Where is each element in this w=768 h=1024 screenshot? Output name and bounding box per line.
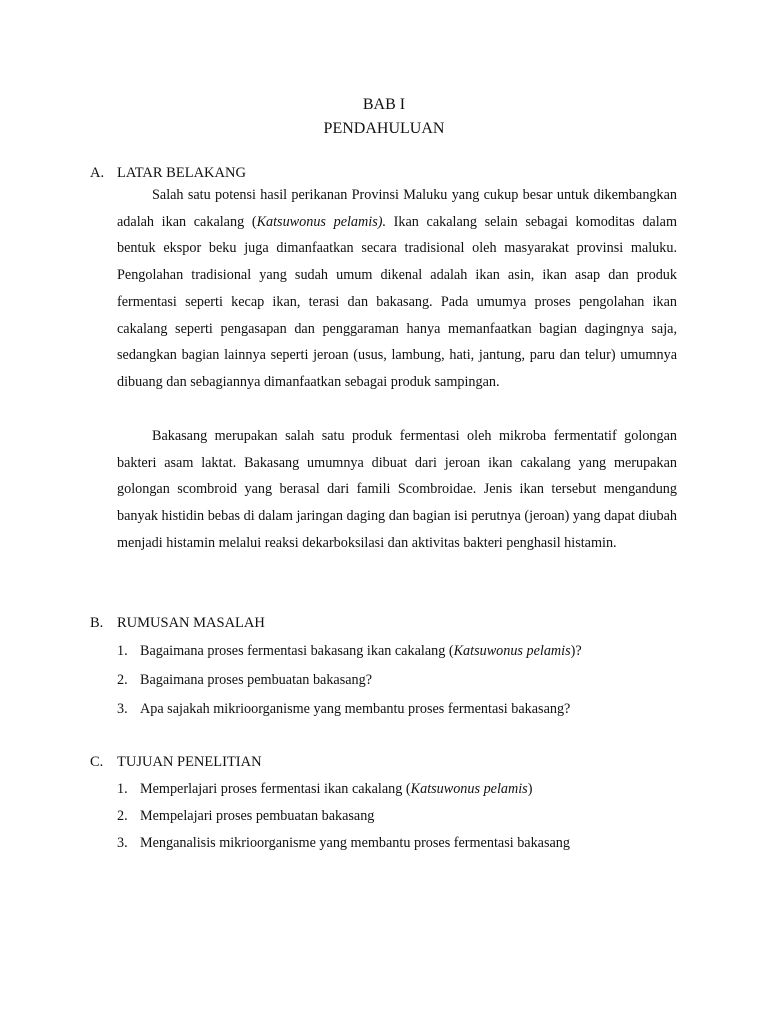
species-name-italic: Katsuwonus pelamis). <box>256 213 387 230</box>
section-c-letter: C. <box>90 754 104 770</box>
section-b-letter: B. <box>90 615 104 631</box>
list-item <box>117 779 532 799</box>
list-item <box>117 833 570 853</box>
species-name-italic: Katsuwonus pelamis <box>410 781 528 797</box>
list-text-end: )? <box>570 643 582 659</box>
paragraph-1-text-end: Ikan cakalang selain sebagai komoditas dalam bentuk ekspor beku juga dimanfaatkan secara tradisional oleh masyarakat provinsi maluku. Pengolahan tradisional yang sudah umum dikenal adalah ikan asin, ikan asap dan produk fermentasi seperti kecap ikan, terasi dan bakasang. Pada umumya proses pengolahan ikan cakalang seperti pengasapan dan penggaraman hanya memanfaatkan bagian dagingnya saja, sedangkan bagian lainnya seperti jeroan (usus, lambung, hati, jantung, paru dan telur) umumnya dibuang dan sebagiannya dimanfaatkan sebagai produk sampingan. <box>117 213 677 390</box>
list-text: Apa sajakah mikrioorganisme yang membantu proses fermentasi bakasang? <box>140 701 571 717</box>
list-text: Menganalisis mikrioorganisme yang membantu proses fermentasi bakasang <box>140 835 570 851</box>
list-item <box>117 670 372 690</box>
list-text: Mempelajari proses pembuatan bakasang <box>140 808 375 824</box>
section-a-title: LATAR BELAKANG <box>117 165 246 181</box>
section-c-heading <box>90 752 262 772</box>
list-text: Bagaimana proses pembuatan bakasang? <box>140 672 373 688</box>
list-number: 1. <box>117 781 128 797</box>
list-text: Memperlajari proses fermentasi ikan cakalang ( <box>140 781 411 797</box>
section-b-heading <box>90 613 265 633</box>
list-item <box>117 699 570 719</box>
list-number: 3. <box>117 835 128 851</box>
section-a-letter: A. <box>90 165 105 181</box>
paragraph-latar-belakang-2: Bakasang merupakan salah satu produk fermentasi oleh mikroba fermentatif golongan bakteri asam laktat. Bakasang umumnya dibuat dari jeroan ikan cakalang yang merupakan golongan scombroid yang berasal dari famili Scombroidae. Jenis ikan tersebut mengandung banyak histidin bebas di dalam jaringan daging dan bagian isi perutnya (jeroan) yang dapat diubah menjadi histamin melalui reaksi dekarboksilasi dan aktivitas bakteri penghasil histamin. <box>117 428 677 551</box>
list-text: Bagaimana proses fermentasi bakasang ikan cakalang ( <box>140 643 454 659</box>
list-text-end: ) <box>527 781 533 797</box>
paragraph-latar-belakang-1 <box>117 182 677 396</box>
chapter-title: PENDAHULUAN <box>323 120 445 137</box>
chapter-number: BAB I <box>362 96 406 113</box>
section-b-title: RUMUSAN MASALAH <box>117 615 265 631</box>
section-c-title: TUJUAN PENELITIAN <box>117 754 262 770</box>
species-name-italic: Katsuwonus pelamis <box>453 643 571 659</box>
section-a-heading <box>90 163 246 183</box>
list-item <box>117 641 582 661</box>
list-item <box>117 806 374 826</box>
list-number: 1. <box>117 643 128 659</box>
list-number: 3. <box>117 701 128 717</box>
list-number: 2. <box>117 808 128 824</box>
paragraph-1-text-start: Salah satu potensi hasil perikanan Provinsi Maluku yang cukup besar untuk dikembangkan adalah ikan cakalang ( <box>117 187 677 230</box>
list-number: 2. <box>117 672 128 688</box>
